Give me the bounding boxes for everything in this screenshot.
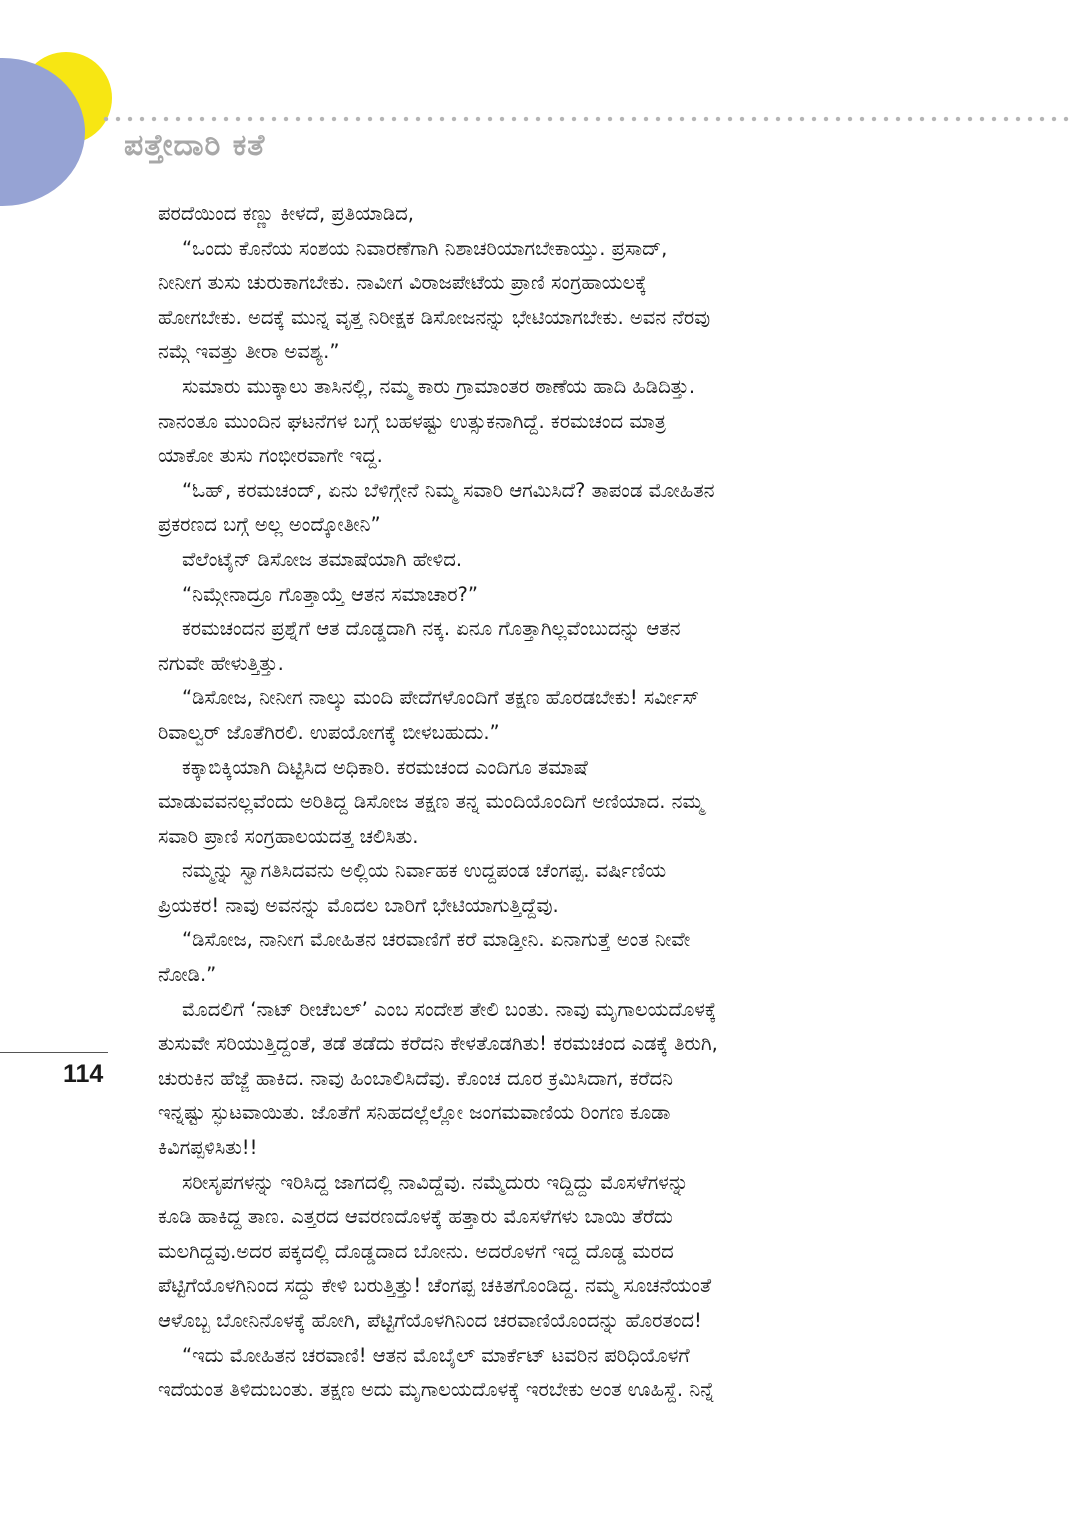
page-number: 114 — [63, 1060, 104, 1088]
paragraph: ಮೊದಲಿಗೆ ‘ನಾಟ್ ರೀಚೆಬಲ್’ ಎಂಬ ಸಂದೇಶ ತೇಲಿ ಬಂತು. ನಾವು ಮೃಗಾಲಯದೊಳಕ್ಕೆ ತುಸುವೇ ಸರಿಯುತ್ತಿದ್ದಂತೆ, ತಡೆ ತಡೆದು ಕರೆದನಿ ಕೇಳತೊಡಗಿತು! ಕರಮಚಂದ ಎಡಕ್ಕೆ ತಿರುಗಿ, ಚುರುಕಿನ ಹೆಜ್ಜೆ ಹಾಕಿದ. ನಾವು ಹಿಂಬಾಲಿಸಿದೆವು. ಕೊಂಚ ದೂರ ಕ್ರಮಿಸಿದಾಗ, ಕರೆದನಿ ಇನ್ನಷ್ಟು ಸ್ಫುಟವಾಯಿತು. ಜೊತೆಗೆ ಸನಿಹದಲ್ಲೆಲ್ಲೋ ಜಂಗಮವಾಣಿಯ ರಿಂಗಣ ಕೂಡಾ ಕಿವಿಗಪ್ಪಳಿಸಿತು!! — [158, 997, 718, 1160]
paragraph: ಕರಮಚಂದನ ಪ್ರಶ್ನೆಗೆ ಆತ ದೊಡ್ಡದಾಗಿ ನಕ್ಕ. ಏನೂ ಗೊತ್ತಾಗಿಲ್ಲವೆಂಬುದನ್ನು ಆತನ ನಗುವೇ ಹೇಳುತ್ತಿತ್ತು. — [158, 617, 681, 675]
paragraph: “ನಿಮ್ಗೇನಾದ್ರೂ ಗೊತ್ತಾಯ್ತೆ ಆತನ ಸಮಾಚಾರ?” — [182, 582, 478, 606]
paragraph: “ಇದು ಮೋಹಿತನ ಚರವಾಣಿ! ಆತನ ಮೊಬೈಲ್ ಮಾರ್ಕೆಟ್ ಟವರಿನ ಪರಿಧಿಯೊಳಗೆ ಇದೆಯಂತ ತಿಳಿದುಬಂತು. ತಕ್ಷಣ ಅದು ಮೃಗಾಲಯದೊಳಕ್ಕೆ ಇರಬೇಕು ಅಂತ ಊಹಿಸ್ದೆ. ನಿನ್ನೆ — [158, 1343, 715, 1402]
paragraph: ಕಕ್ಕಾಬಿಕ್ಕಿಯಾಗಿ ದಿಟ್ಟಿಸಿದ ಅಧಿಕಾರಿ. ಕರಮಚಂದ ಎಂದಿಗೂ ತಮಾಷೆ ಮಾಡುವವನಲ್ಲವೆಂದು ಅರಿತಿದ್ದ ಡಿಸೋಜ ತಕ್ಷಣ ತನ್ನ ಮಂದಿಯೊಂದಿಗೆ ಅಣಿಯಾದ. ನಮ್ಮ ಸವಾರಿ ಪ್ರಾಣಿ ಸಂಗ್ರಹಾಲಯದತ್ತ ಚಲಿಸಿತು. — [158, 755, 704, 848]
paragraph: ವೆಲೆಂಟೈನ್ ಡಿಸೋಜ ತಮಾಷೆಯಾಗಿ ಹೇಳಿದ. — [182, 547, 463, 571]
paragraph: ಸುಮಾರು ಮುಕ್ಕಾಲು ತಾಸಿನಲ್ಲಿ, ನಮ್ಮ ಕಾರು ಗ್ರಾಮಾಂತರ ಠಾಣೆಯ ಹಾದಿ ಹಿಡಿದಿತ್ತು. ನಾನಂತೂ ಮುಂದಿನ ಘಟನೆಗಳ ಬಗ್ಗೆ ಬಹಳಷ್ಟು ಉತ್ಸುಕನಾಗಿದ್ದೆ. ಕರಮಚಂದ ಮಾತ್ರ ಯಾಕೋ ತುಸು ಗಂಭೀರವಾಗೇ ಇದ್ದ. — [158, 374, 696, 468]
paragraph: ಸರೀಸೃಪಗಳನ್ನು ಇರಿಸಿದ್ದ ಜಾಗದಲ್ಲಿ ನಾವಿದ್ದೆವು. ನಮ್ಮೆದುರು ಇದ್ದಿದ್ದು ಮೊಸಳೆಗಳನ್ನು ಕೂಡಿ ಹಾಕಿದ್ದ ತಾಣ. ಎತ್ತರದ ಆವರಣದೊಳಕ್ಕೆ ಹತ್ತಾರು ಮೊಸಳೆಗಳು ಬಾಯಿ ತೆರೆದು ಮಲಗಿದ್ದವು.ಅದರ ಪಕ್ಕದಲ್ಲಿ ದೊಡ್ಡದಾದ ಬೋನು. ಅದರೊಳಗೆ ಇದ್ದ ದೊಡ್ಡ ಮರದ ಪೆಟ್ಟಿಗೆಯೊಳಗಿನಿಂದ ಸದ್ದು ಕೇಳಿ ಬರುತ್ತಿತ್ತು! ಚೆಂಗಪ್ಪ ಚಕಿತಗೊಂಡಿದ್ದ. ನಮ್ಮ ಸೂಚನೆಯಂತೆ ಆಳೊಬ್ಬ ಬೋನಿನೊಳಕ್ಕೆ ಹೋಗಿ, ಪೆಟ್ಟಿಗೆಯೊಳಗಿನಿಂದ ಚರವಾಣಿಯೊಂದನ್ನು ಹೊರತಂದ! — [158, 1170, 712, 1332]
dotted-header-rule — [100, 116, 1072, 122]
section-title: ಪತ್ತೇದಾರಿ ಕತೆ — [124, 128, 266, 163]
paragraph: “ಓಹ್, ಕರಮಚಂದ್, ಏನು ಬೆಳಿಗ್ಗೇನೆ ನಿಮ್ಮ ಸವಾರಿ ಆಗಮಿಸಿದೆ? ತಾಪಂಡ ಮೋಹಿತನ ಪ್ರಕರಣದ ಬಗ್ಗೆ ಅಲ್ಲ ಅಂದ್ಕೋತೀನಿ” — [158, 478, 715, 537]
paragraph: “ಡಿಸೋಜ, ನಾನೀಗ ಮೋಹಿತನ ಚರವಾಣಿಗೆ ಕರೆ ಮಾಡ್ತೀನಿ. ಏನಾಗುತ್ತೆ ಅಂತ ನೀವೇ ನೋಡಿ.” — [158, 928, 691, 987]
paragraph: “ಒಂದು ಕೊನೆಯ ಸಂಶಯ ನಿವಾರಣೆಗಾಗಿ ನಿಶಾಚರಿಯಾಗಬೇಕಾಯ್ತು. ಪ್ರಸಾದ್, ನೀನೀಗ ತುಸು ಚುರುಕಾಗಬೇಕು. ನಾವೀಗ ವಿರಾಜಪೇಟೆಯ ಪ್ರಾಣಿ ಸಂಗ್ರಹಾಯಲಕ್ಕೆ ಹೋಗಬೇಕು. ಅದಕ್ಕೆ ಮುನ್ನ ವೃತ್ತ ನಿರೀಕ್ಷಕ ಡಿಸೋಜನನ್ನು ಭೇಟಿಯಾಗಬೇಕು. ಅವನ ನೆರವು ನಮ್ಗೆ ಇವತ್ತು ತೀರಾ ಅವಶ್ಯ.” — [158, 236, 711, 364]
paragraph: “ಡಿಸೋಜ, ನೀನೀಗ ನಾಲ್ಕು ಮಂದಿ ಪೇದೆಗಳೊಂದಿಗೆ ತಕ್ಷಣ ಹೊರಡಬೇಕು! ಸರ್ವೀಸ್ ರಿವಾಲ್ವರ್ ಜೊತೆಗಿರಲಿ. ಉಪಯೋಗಕ್ಕೆ ಬೀಳಬಹುದು.” — [158, 686, 700, 744]
story-body — [158, 197, 910, 1408]
paragraph: ಪರದೆಯಿಂದ ಕಣ್ಣು ಕೀಳದೆ, ಪ್ರತಿಯಾಡಿದ, — [158, 202, 414, 225]
paragraph: ನಮ್ಮನ್ನು ಸ್ವಾಗತಿಸಿದವನು ಅಲ್ಲಿಯ ನಿರ್ವಾಹಕ ಉದ್ದಪಂಡ ಚೆಂಗಪ್ಪ. ವರ್ಷಿಣಿಯ ಪ್ರಿಯಕರ! ನಾವು ಅವನನ್ನು ಮೊದಲ ಬಾರಿಗೆ ಭೇಟಿಯಾಗುತ್ತಿದ್ದೆವು. — [158, 859, 667, 917]
page-number-rule — [0, 1052, 108, 1053]
